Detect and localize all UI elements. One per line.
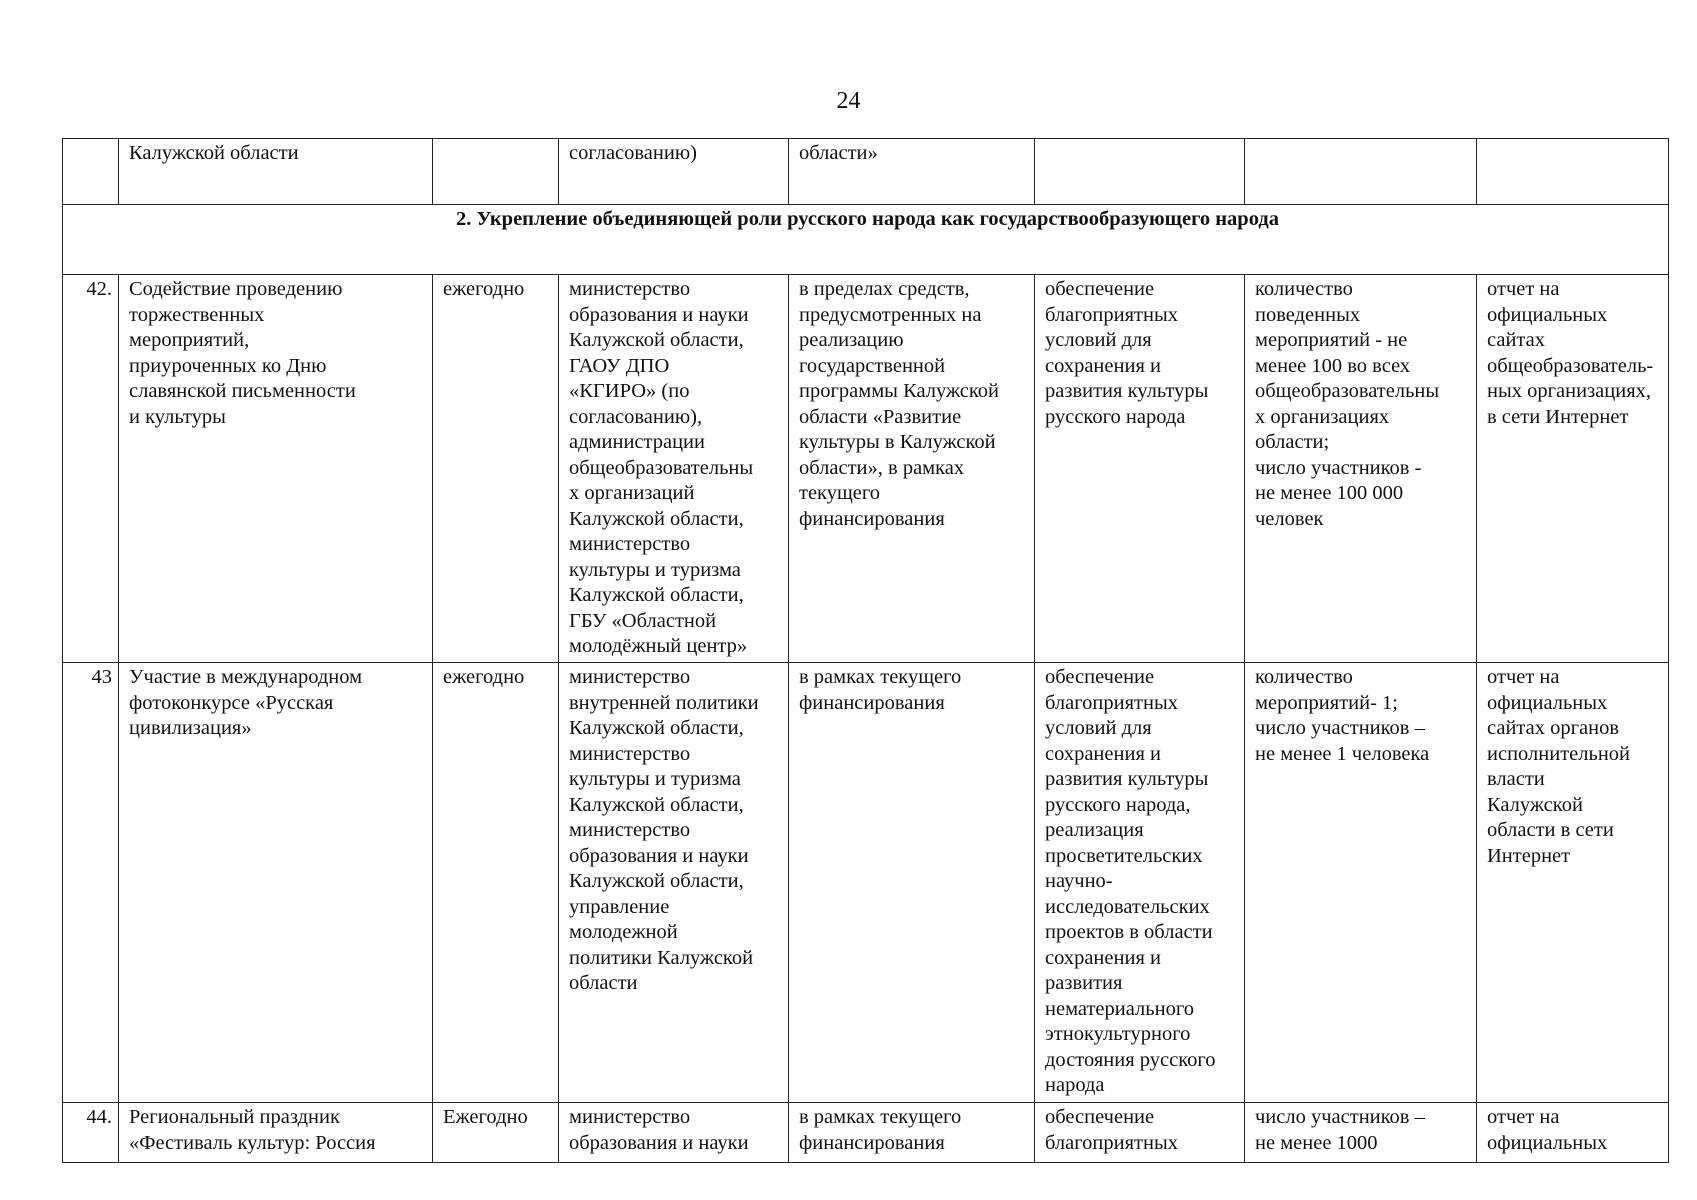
funding-cell: в рамках текущего финансирования [789, 663, 1035, 1103]
indicator-cell: количество мероприятий- 1; число участников – не менее 1 человека [1245, 663, 1477, 1103]
section-title: 2. Укрепление объединяющей роли русского народа как государствообразующего народа [63, 205, 1669, 275]
measure-name-cell: Региональный праздник «Фестиваль культур: Россия [119, 1103, 433, 1163]
measure-name-cell: Содействие проведению торжественных мероприятий, приуроченных ко Дню славянской письменности и культуры [119, 275, 433, 663]
report-cell: отчет на официальных сайтах органов исполнительной власти Калужской области в сети Интернет [1477, 663, 1669, 1103]
term-cell: ежегодно [433, 663, 559, 1103]
table-row [63, 663, 1669, 1103]
row-number-cell [63, 139, 119, 205]
row-number-cell: 43 [63, 663, 119, 1103]
table-row [63, 275, 1669, 663]
indicator-cell: число участников – не менее 1000 [1245, 1103, 1477, 1163]
measure-name-cell: Участие в международном фотоконкурсе «Русская цивилизация» [119, 663, 433, 1103]
goal-cell: обеспечение благоприятных [1035, 1103, 1245, 1163]
indicator-cell [1245, 139, 1477, 205]
page-number: 24 [836, 88, 861, 114]
row-number-cell: 44. [63, 1103, 119, 1163]
term-cell: ежегодно [433, 275, 559, 663]
term-cell [433, 139, 559, 205]
executors-cell: министерство образования и науки [559, 1103, 789, 1163]
goal-cell: обеспечение благоприятных условий для сохранения и развития культуры русского народа [1035, 275, 1245, 663]
term-cell: Ежегодно [433, 1103, 559, 1163]
funding-cell: области» [789, 139, 1035, 205]
table-row-carryover [63, 139, 1669, 205]
measure-name-cell: Калужской области [119, 139, 433, 205]
executors-cell: министерство внутренней политики Калужской области, министерство культуры и туризма Калужской области, министерство образования и науки Калужской области, управление молодежной политики Калужской области [559, 663, 789, 1103]
report-cell: отчет на официальных сайтах общеобразователь- ных организациях, в сети Интернет [1477, 275, 1669, 663]
row-number-cell: 42. [63, 275, 119, 663]
report-cell [1477, 139, 1669, 205]
table-row [63, 1103, 1669, 1163]
section-header-row [63, 205, 1669, 275]
goal-cell: обеспечение благоприятных условий для сохранения и развития культуры русского народа, реализация просветительских научно- исследовательских проектов в области сохранения и развития нематериального этнокультурного достояния русского народа [1035, 663, 1245, 1103]
report-cell: отчет на официальных [1477, 1103, 1669, 1163]
goal-cell [1035, 139, 1245, 205]
measures-table [62, 138, 1669, 1163]
funding-cell: в пределах средств, предусмотренных на реализацию государственной программы Калужской области «Развитие культуры в Калужской области», в рамках текущего финансирования [789, 275, 1035, 663]
indicator-cell: количество поведенных мероприятий - не менее 100 во всех общеобразовательны х организациях области; число участников - не менее 100 000 человек [1245, 275, 1477, 663]
executors-cell: согласованию) [559, 139, 789, 205]
funding-cell: в рамках текущего финансирования [789, 1103, 1035, 1163]
executors-cell: министерство образования и науки Калужской области, ГАОУ ДПО «КГИРО» (по согласованию), администрации общеобразовательны х организаций Калужской области, министерство культуры и туризма Калужской области, ГБУ «Областной молодёжный центр» [559, 275, 789, 663]
